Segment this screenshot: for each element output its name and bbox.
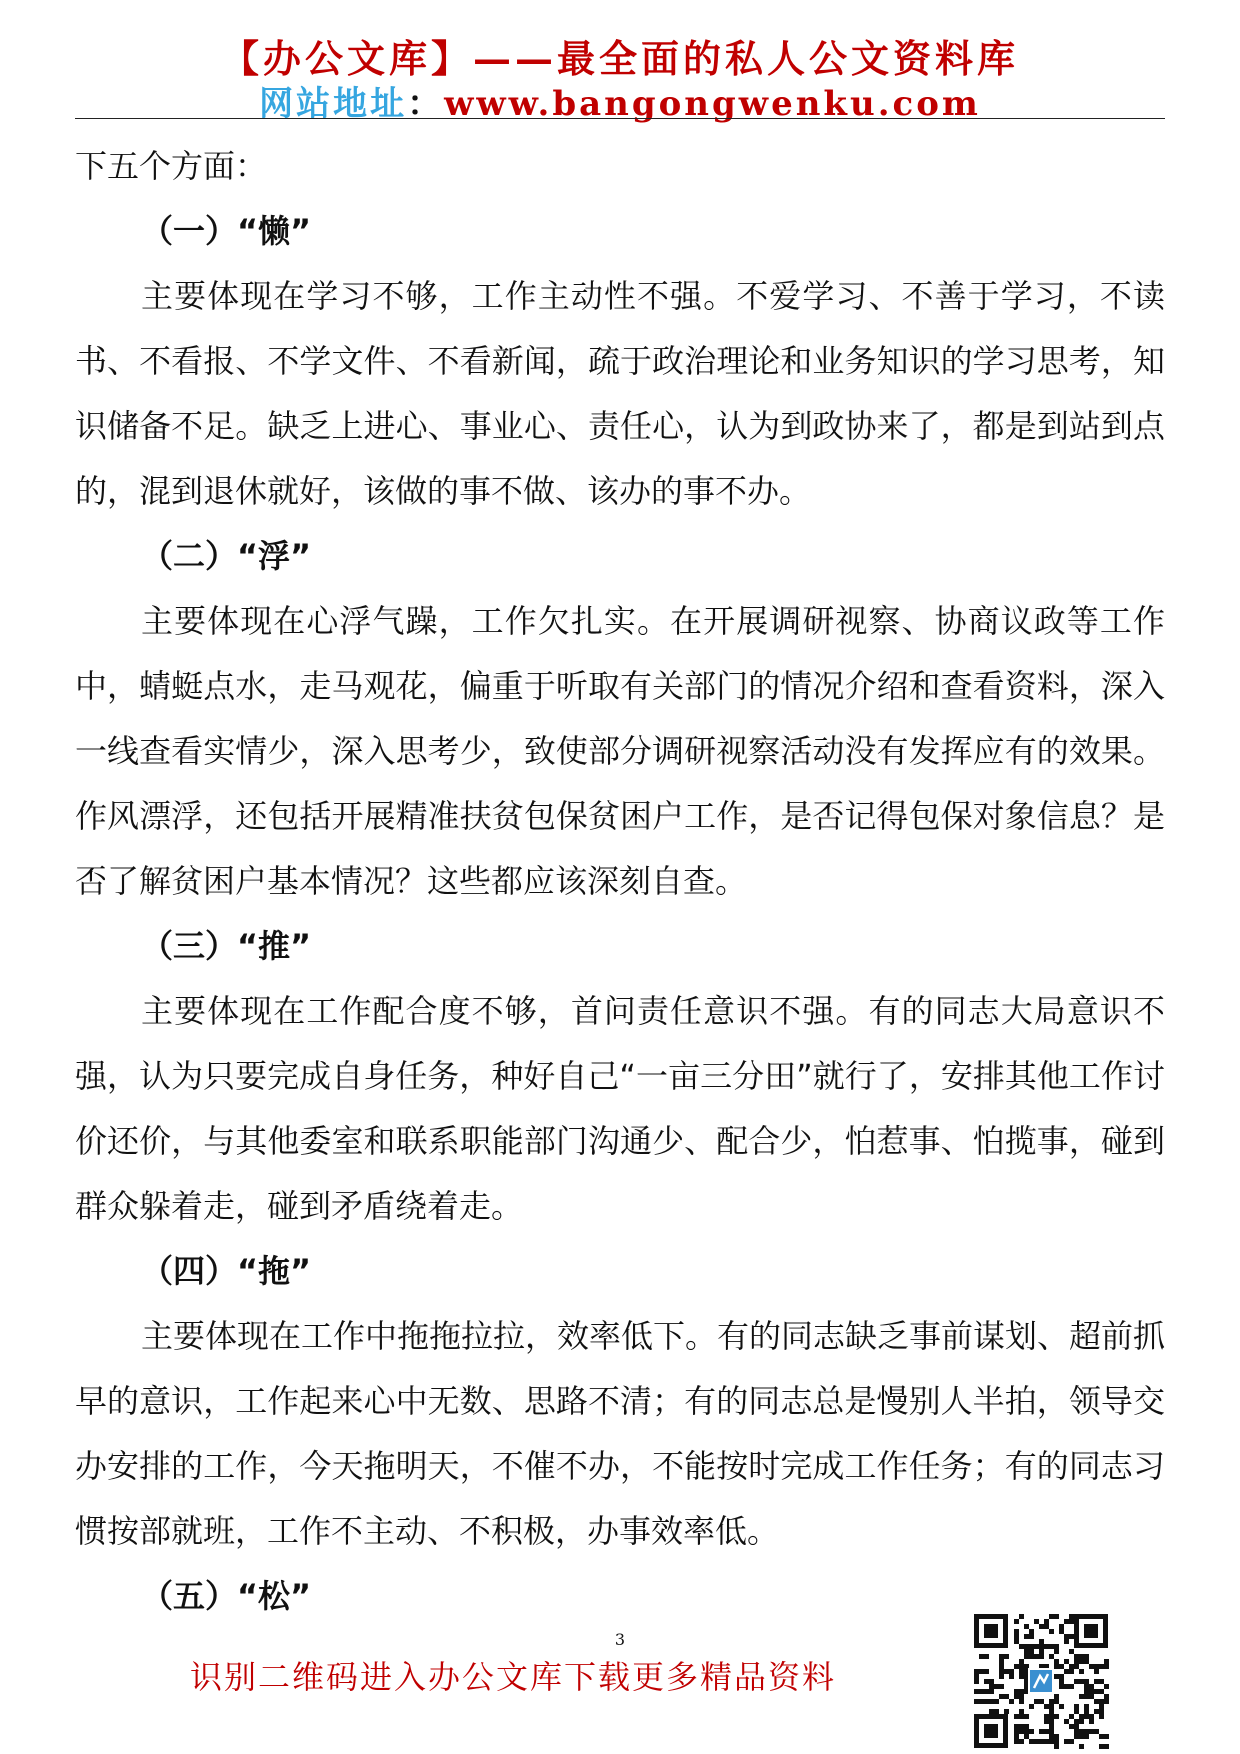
section-heading: （四）“拖”	[141, 1252, 312, 1290]
header-divider	[75, 118, 1165, 119]
section-heading: （一）“懒”	[141, 212, 312, 250]
website-colon: ：	[407, 84, 445, 124]
section-heading: （二）“浮”	[141, 537, 312, 575]
footer-promo-text: 识别二维码进入办公文库下载更多精品资料	[190, 1658, 837, 1696]
intro-line: 下五个方面：	[75, 147, 268, 185]
document-body	[75, 134, 1165, 1629]
website-link[interactable]: www.bangongwenku.com	[444, 84, 981, 124]
section-heading: （三）“推”	[141, 927, 312, 965]
website-label: 网站地址	[259, 84, 408, 124]
section-paragraph: 主要体现在工作配合度不够，首问责任意识不强。有的同志大局意识不强，认为只要完成自身任务，种好自己“一亩三分田”就行了，安排其他工作讨价还价，与其他委室和联系职能部门沟通少、配合少，怕惹事、怕揽事，碰到群众躲着走，碰到矛盾绕着走。	[75, 992, 1165, 1225]
section-paragraph: 主要体现在学习不够，工作主动性不强。不爱学习、不善于学习，不读书、不看报、不学文件、不看新闻，疏于政治理论和业务知识的学习思考，知识储备不足。缺乏上进心、事业心、责任心，认为到政协来了，都是到站到点的，混到退休就好，该做的事不做、该办的事不办。	[75, 277, 1165, 510]
qr-code-icon[interactable]	[972, 1612, 1110, 1750]
section-paragraph: 主要体现在工作中拖拖拉拉，效率低下。有的同志缺乏事前谋划、超前抓早的意识，工作起来心中无数、思路不清；有的同志总是慢别人半拍，领导交办安排的工作，今天拖明天，不催不办，不能按时完成工作任务；有的同志习惯按部就班，工作不主动、不积极，办事效率低。	[75, 1317, 1166, 1550]
page-number: 3	[614, 1630, 626, 1649]
section-paragraph: 主要体现在心浮气躁，工作欠扎实。在开展调研视察、协商议政等工作中，蜻蜓点水，走马观花，偏重于听取有关部门的情况介绍和查看资料，深入一线查看实情少，深入思考少，致使部分调研视察活动没有发挥应有的效果。作风漂浮，还包括开展精准扶贫包保贫困户工作，是否记得包保对象信息？是否了解贫困户基本情况？这些都应该深刻自查。	[75, 602, 1165, 900]
section-heading: （五）“松”	[141, 1577, 312, 1615]
header-title: 【办公文库】——最全面的私人公文资料库	[220, 36, 1019, 81]
